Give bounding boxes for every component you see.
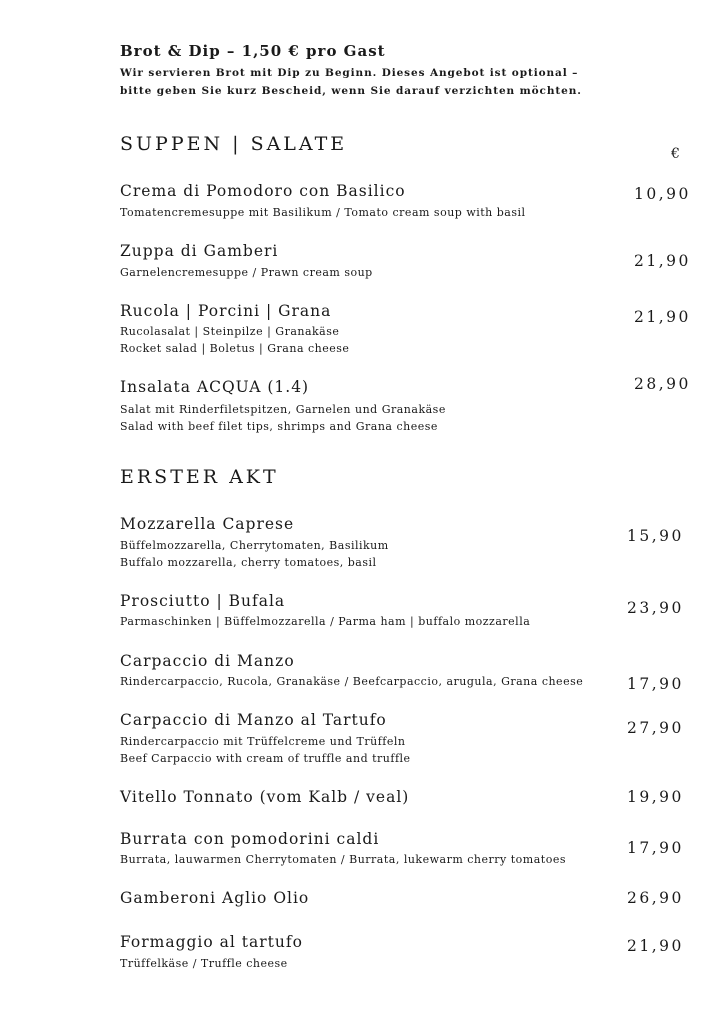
menu-item-name: Carpaccio di Manzo al Tartufo bbox=[120, 711, 387, 729]
menu-item-description: Trüffelkäse / Truffle cheese bbox=[120, 957, 288, 970]
menu-item-price: 27,90 bbox=[627, 719, 684, 737]
menu-item-name: Formaggio al tartufo bbox=[120, 933, 303, 951]
menu-item-description: Salad with beef filet tips, shrimps and Grana cheese bbox=[120, 420, 438, 433]
menu-item-name: Crema di Pomodoro con Basilico bbox=[120, 182, 406, 200]
menu-item-price: 17,90 bbox=[627, 839, 684, 857]
menu-item-price: 15,90 bbox=[627, 527, 684, 545]
menu-item-price: 28,90 bbox=[634, 375, 691, 393]
menu-item-name: Mozzarella Caprese bbox=[120, 515, 295, 533]
menu-item-name: Prosciutto | Bufala bbox=[120, 592, 286, 610]
menu-item-description: Rocket salad | Boletus | Grana cheese bbox=[120, 342, 350, 355]
menu-item-price: 26,90 bbox=[627, 889, 684, 907]
menu-item-description: Tomatencremesuppe mit Basilikum / Tomato cream soup with basil bbox=[120, 206, 526, 219]
menu-item-price: 21,90 bbox=[634, 252, 691, 270]
bread-dip-note: Wir servieren Brot mit Dip zu Beginn. Dieses Angebot ist optional – bbox=[120, 67, 579, 79]
menu-item-description: Rindercarpaccio, Rucola, Granakäse / Beefcarpaccio, arugula, Grana cheese bbox=[120, 675, 584, 688]
section-title-suppen-salate: SUPPEN | SALATE bbox=[120, 133, 348, 155]
menu-item-description: Büffelmozzarella, Cherrytomaten, Basilikum bbox=[120, 539, 389, 552]
menu-item-name: Carpaccio di Manzo bbox=[120, 652, 295, 670]
menu-item-description: Rindercarpaccio mit Trüffelcreme und Trüffeln bbox=[120, 735, 406, 748]
menu-item-description: Garnelencremesuppe / Prawn cream soup bbox=[120, 266, 373, 279]
menu-item-description: Buffalo mozzarella, cherry tomatoes, basil bbox=[120, 556, 377, 569]
menu-item-name: Gamberoni Aglio Olio bbox=[120, 889, 310, 907]
menu-item-description: Beef Carpaccio with cream of truffle and truffle bbox=[120, 752, 411, 765]
section-title-erster-akt: ERSTER AKT bbox=[120, 466, 279, 488]
menu-item-price: 19,90 bbox=[627, 788, 684, 806]
menu-item-name: Zuppa di Gamberi bbox=[120, 242, 279, 260]
menu-item-price: 10,90 bbox=[634, 185, 691, 203]
menu-item-price: 21,90 bbox=[634, 308, 691, 326]
menu-item-name: Vitello Tonnato (vom Kalb / veal) bbox=[120, 788, 410, 806]
bread-dip-note: bitte geben Sie kurz Bescheid, wenn Sie darauf verzichten möchten. bbox=[120, 85, 582, 97]
menu-item-description: Rucolasalat | Steinpilze | Granakäse bbox=[120, 325, 340, 338]
menu-item-price: 23,90 bbox=[627, 599, 684, 617]
menu-item-description: Parmaschinken | Büffelmozzarella / Parma ham | buffalo mozzarella bbox=[120, 615, 531, 628]
menu-item-price: 21,90 bbox=[627, 937, 684, 955]
menu-item-name: Rucola | Porcini | Grana bbox=[120, 302, 332, 320]
menu-item-name: Burrata con pomodorini caldi bbox=[120, 830, 380, 848]
currency-header: € bbox=[671, 146, 680, 162]
menu-item-name: Insalata ACQUA (1.4) bbox=[120, 378, 310, 396]
menu-item-price: 17,90 bbox=[627, 675, 684, 693]
bread-dip-title: Brot & Dip – 1,50 € pro Gast bbox=[120, 42, 386, 60]
menu-item-description: Burrata, lauwarmen Cherrytomaten / Burrata, lukewarm cherry tomatoes bbox=[120, 853, 566, 866]
menu-item-description: Salat mit Rinderfiletspitzen, Garnelen und Granakäse bbox=[120, 403, 446, 416]
